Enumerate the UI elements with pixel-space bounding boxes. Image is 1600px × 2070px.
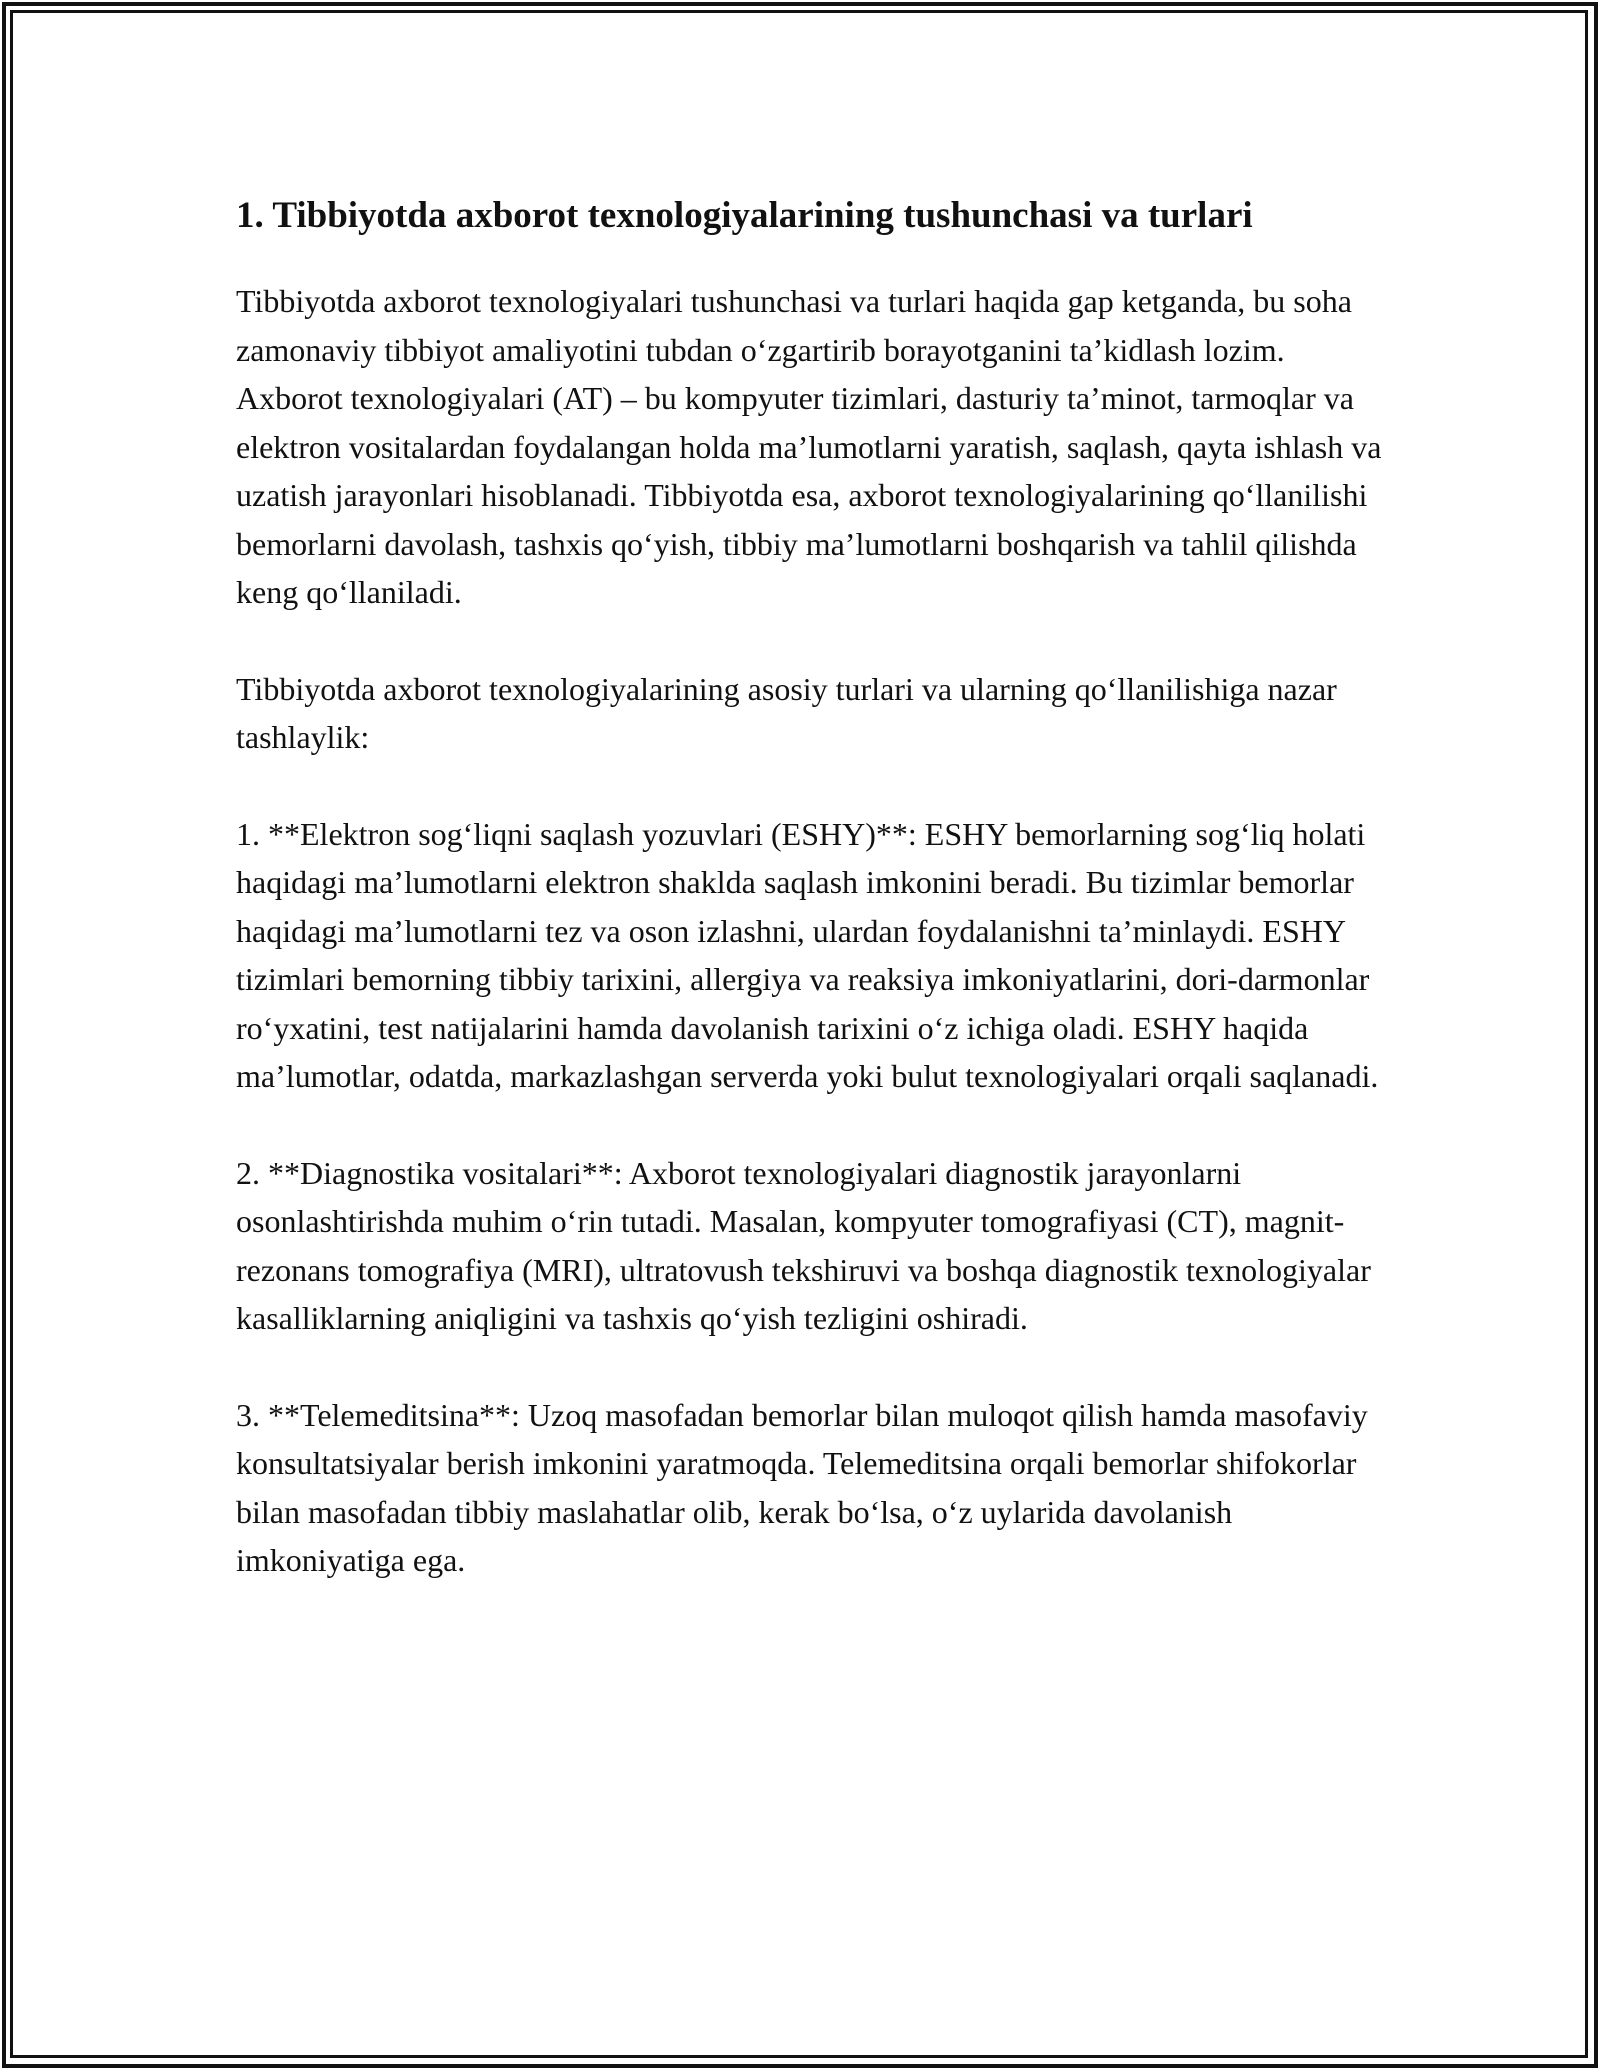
document-page (236, 188, 1386, 1633)
list-item-telemedicine: 3. **Telemeditsina**: Uzoq masofadan bemorlar bilan muloqot qilish hamda masofaviy konsultatsiyalar berish imkonini yaratmoqda. Telemeditsina orqali bemorlar shifokorlar bilan masofadan tibbiy maslahatlar olib, kerak bo‘lsa, o‘z uylarida davolanish imkoniyatiga ega. (236, 1396, 1368, 1578)
types-intro-paragraph: Tibbiyotda axborot texnologiyalarining asosiy turlari va ularning qo‘llanilishiga nazar tashlaylik: (236, 670, 1337, 755)
list-item-diagnostics: 2. **Diagnostika vositalari**: Axborot texnologiyalari diagnostik jarayonlarni osonlashtirishda muhim o‘rin tutadi. Masalan, kompyuter tomografiyasi (CT), magnit-rezonans tomografiya (MRI), ultratovush tekshiruvi va boshqa diagnostik texnologiyalar kasalliklarning aniqligini va tashxis qo‘yish tezligini oshiradi. (236, 1154, 1371, 1336)
list-item-eshy: 1. **Elektron sog‘liqni saqlash yozuvlari (ESHY)**: ESHY bemorlarning sog‘liq holati haqidagi ma’lumotlarni elektron shaklda saqlash imkonini beradi. Bu tizimlar bemorlar haqidagi ma’lumotlarni tez va oson izlashni, ulardan foydalanishni ta’minlaydi. ESHY tizimlari bemorning tibbiy tarixini, allergiya va reaksiya imkoniyatlarini, dori-darmonlar ro‘yxatini, test natijalarini hamda davolanish tarixini o‘z ichiga oladi. ESHY haqida ma’lumotlar, odatda, markazlashgan serverda yoki bulut texnologiyalari orqali saqlanadi. (236, 815, 1379, 1094)
section-heading: 1. Tibbiyotda axborot texnologiyalarining tushunchasi va turlari (236, 195, 1253, 236)
intro-paragraph: Tibbiyotda axborot texnologiyalari tushunchasi va turlari haqida gap ketganda, bu soha zamonaviy tibbiyot amaliyotini tubdan o‘zgartirib borayotganini ta’kidlash lozim. Axborot texnologiyalari (AT) – bu kompyuter tizimlari, dasturiy ta’minot, tarmoqlar va elektron vositalardan foydalangan holda ma’lumotlarni yaratish, saqlash, qayta ishlash va uzatish jarayonlari hisoblanadi. Tibbiyotda esa, axborot texnologiyalarining qo‘llanilishi bemorlarni davolash, tashxis qo‘yish, tibbiy ma’lumotlarni boshqarish va tahlil qilishda keng qo‘llaniladi. (236, 283, 1382, 610)
